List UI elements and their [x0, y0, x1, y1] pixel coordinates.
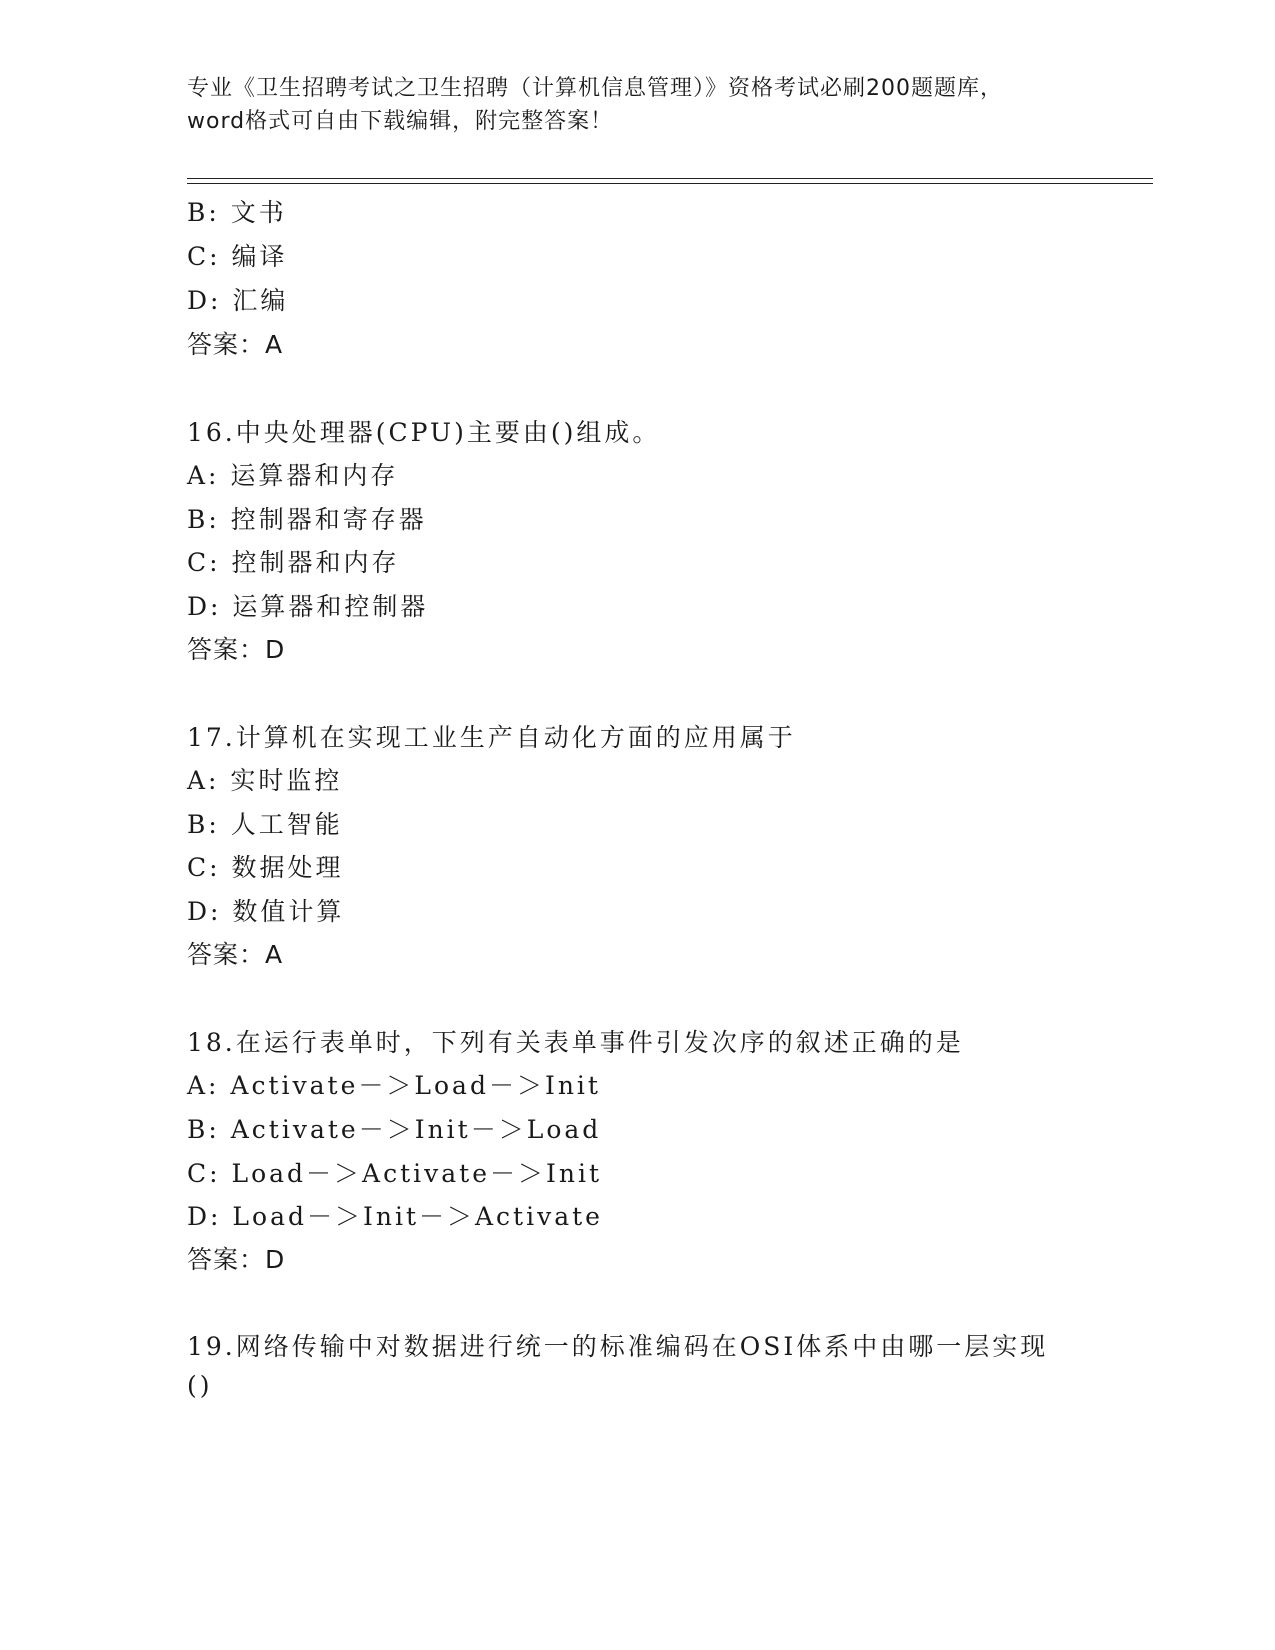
q16-option-c: C: 控制器和内存 — [187, 548, 400, 577]
q19-question-line-1: 19.网络传输中对数据进行统一的标准编码在OSI体系中由哪一层实现 — [187, 1332, 1049, 1361]
q18-answer: 答案：D — [187, 1245, 286, 1274]
q16-question: 16.中央处理器(CPU)主要由()组成。 — [187, 418, 661, 447]
q18-option-d: D: Load－＞Init－＞Activate — [187, 1202, 603, 1231]
q17-answer: 答案：A — [187, 940, 284, 969]
q15-option-d: D: 汇编 — [187, 286, 289, 315]
header-line-2: word格式可自由下载编辑，附完整答案！ — [187, 109, 614, 134]
q16-option-b: B: 控制器和寄存器 — [187, 505, 427, 534]
q17-option-a: A: 实时监控 — [187, 766, 343, 795]
q16-option-d: D: 运算器和控制器 — [187, 592, 429, 621]
q18-question: 18.在运行表单时，下列有关表单事件引发次序的叙述正确的是 — [187, 1028, 964, 1057]
q17-question: 17.计算机在实现工业生产自动化方面的应用属于 — [187, 723, 796, 752]
q19-question-line-2: () — [187, 1371, 213, 1400]
q15-option-c: C: 编译 — [187, 242, 288, 271]
header-divider-top — [187, 178, 1153, 179]
q15-option-b: B: 文书 — [187, 198, 287, 227]
q18-option-b: B: Activate－＞Init－＞Load — [187, 1115, 602, 1144]
document-header — [187, 72, 1087, 138]
header-line-1: 专业《卫生招聘考试之卫生招聘（计算机信息管理）》资格考试必刷200题题库， — [187, 76, 1003, 101]
q16-option-a: A: 运算器和内存 — [187, 461, 399, 490]
q17-option-b: B: 人工智能 — [187, 810, 343, 839]
q18-option-c: C: Load－＞Activate－＞Init — [187, 1159, 603, 1188]
q17-option-d: D: 数值计算 — [187, 897, 345, 926]
q18-option-a: A: Activate－＞Load－＞Init — [187, 1071, 601, 1100]
q16-answer: 答案：D — [187, 635, 286, 664]
q17-option-c: C: 数据处理 — [187, 853, 344, 882]
q15-answer: 答案：A — [187, 330, 284, 359]
header-divider-bottom — [187, 183, 1153, 184]
